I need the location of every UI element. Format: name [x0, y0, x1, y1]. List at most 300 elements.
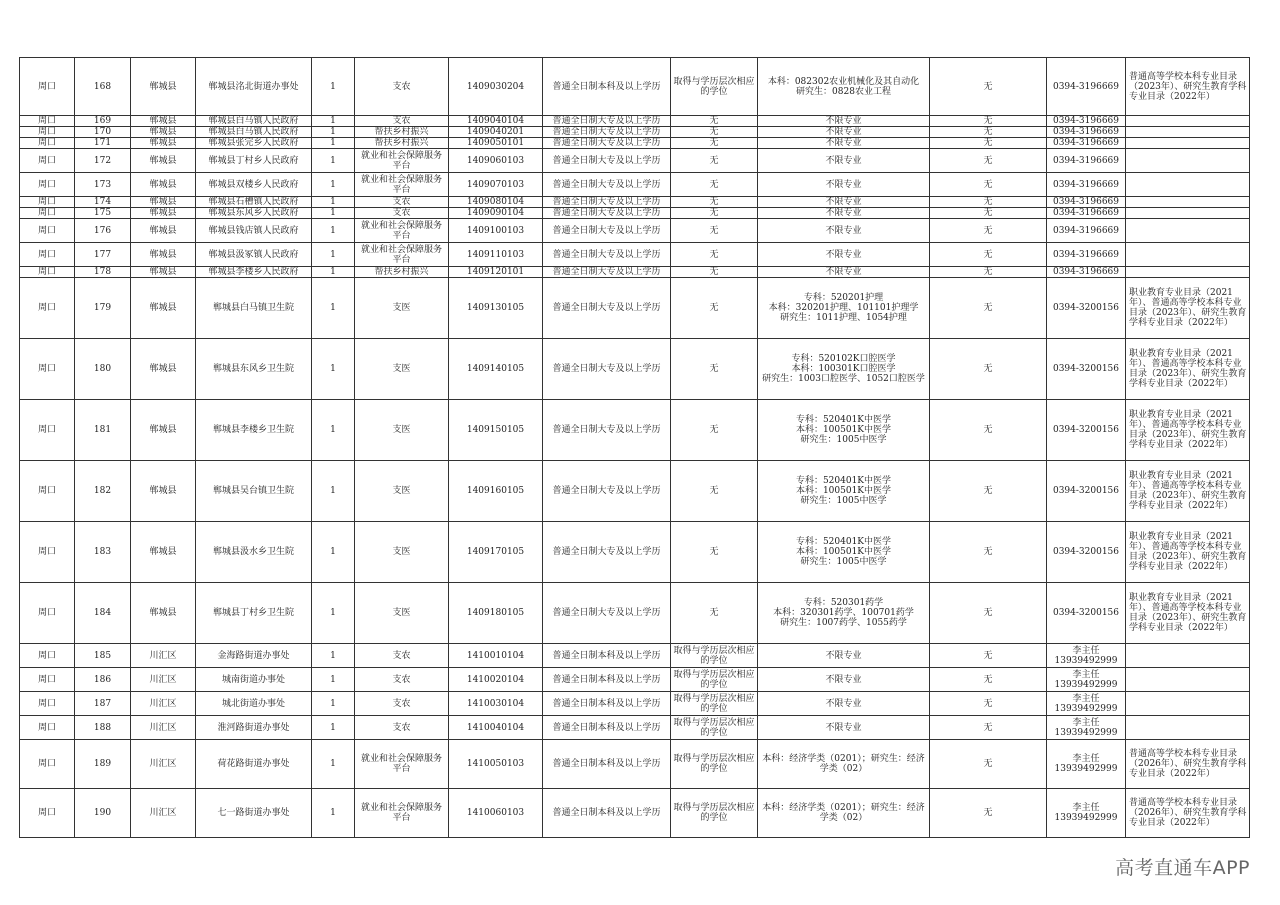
cell-education: 普通全日制大专及以上学历 — [543, 522, 671, 583]
cell-note — [1126, 149, 1250, 173]
cell-count: 1 — [312, 58, 355, 116]
table-row — [20, 740, 1250, 789]
cell-county: 郸城县 — [131, 138, 196, 149]
cell-index: 182 — [75, 461, 131, 522]
cell-unit: 城南街道办事处 — [196, 668, 312, 692]
cell-county: 郸城县 — [131, 149, 196, 173]
cell-index: 172 — [75, 149, 131, 173]
cell-post-code: 1410040104 — [449, 716, 543, 740]
cell-post-type: 就业和社会保障服务平台 — [355, 149, 449, 173]
cell-city: 周口 — [20, 138, 75, 149]
cell-count: 1 — [312, 208, 355, 219]
cell-county: 川汇区 — [131, 789, 196, 838]
cell-major: 不限专业 — [758, 692, 930, 716]
watermark-text: 高考直通车APP — [1115, 857, 1250, 879]
cell-post-code: 1409040104 — [449, 116, 543, 127]
table-body — [20, 58, 1250, 838]
cell-index: 188 — [75, 716, 131, 740]
cell-note: 职业教育专业目录（2021年）、普通高等学校本科专业目录（2023年）、研究生教育学科专业目录（2022年） — [1126, 461, 1250, 522]
cell-index: 173 — [75, 173, 131, 197]
cell-county: 郸城县 — [131, 243, 196, 267]
cell-other-requirement: 无 — [930, 138, 1047, 149]
cell-unit: 郸城县张完乡人民政府 — [196, 138, 312, 149]
cell-note — [1126, 127, 1250, 138]
cell-major: 不限专业 — [758, 644, 930, 668]
cell-contact: 李主任 13939492999 — [1047, 668, 1126, 692]
cell-note: 普通高等学校本科专业目录（2026年）、研究生教育学科专业目录（2022年） — [1126, 740, 1250, 789]
cell-index: 178 — [75, 267, 131, 278]
cell-city: 周口 — [20, 339, 75, 400]
cell-degree: 无 — [671, 197, 758, 208]
cell-unit: 郸城县东风乡人民政府 — [196, 208, 312, 219]
cell-note: 职业教育专业目录（2021年）、普通高等学校本科专业目录（2023年）、研究生教育学科专业目录（2022年） — [1126, 339, 1250, 400]
cell-note — [1126, 692, 1250, 716]
cell-unit: 郸城县汲水乡卫生院 — [196, 522, 312, 583]
cell-note — [1126, 197, 1250, 208]
cell-post-type: 支农 — [355, 197, 449, 208]
cell-city: 周口 — [20, 668, 75, 692]
cell-post-type: 支医 — [355, 583, 449, 644]
cell-major: 不限专业 — [758, 149, 930, 173]
cell-contact: 0394-3196669 — [1047, 208, 1126, 219]
cell-count: 1 — [312, 278, 355, 339]
cell-education: 普通全日制大专及以上学历 — [543, 583, 671, 644]
cell-count: 1 — [312, 400, 355, 461]
cell-contact: 0394-3200156 — [1047, 522, 1126, 583]
cell-unit: 七一路街道办事处 — [196, 789, 312, 838]
table-row — [20, 197, 1250, 208]
cell-post-code: 1410050103 — [449, 740, 543, 789]
cell-other-requirement: 无 — [930, 789, 1047, 838]
cell-education: 普通全日制大专及以上学历 — [543, 197, 671, 208]
cell-degree: 无 — [671, 522, 758, 583]
cell-city: 周口 — [20, 522, 75, 583]
cell-education: 普通全日制大专及以上学历 — [543, 127, 671, 138]
cell-post-type: 就业和社会保障服务平台 — [355, 740, 449, 789]
cell-post-code: 1409090104 — [449, 208, 543, 219]
cell-post-type: 就业和社会保障服务平台 — [355, 219, 449, 243]
cell-major: 不限专业 — [758, 197, 930, 208]
cell-other-requirement: 无 — [930, 127, 1047, 138]
cell-education: 普通全日制大专及以上学历 — [543, 208, 671, 219]
cell-post-code: 1409100103 — [449, 219, 543, 243]
cell-major: 专科：520301药学 本科：320301药学、100701药学 研究生：1007药学、1055药学 — [758, 583, 930, 644]
cell-note — [1126, 138, 1250, 149]
cell-education: 普通全日制大专及以上学历 — [543, 400, 671, 461]
table-row — [20, 668, 1250, 692]
cell-degree: 无 — [671, 208, 758, 219]
cell-index: 177 — [75, 243, 131, 267]
cell-county: 川汇区 — [131, 692, 196, 716]
cell-index: 171 — [75, 138, 131, 149]
cell-education: 普通全日制本科及以上学历 — [543, 716, 671, 740]
cell-unit: 郸城县钱店镇人民政府 — [196, 219, 312, 243]
cell-city: 周口 — [20, 219, 75, 243]
table-row — [20, 789, 1250, 838]
cell-major: 本科：经济学类（0201）；研究生：经济学类（02） — [758, 789, 930, 838]
cell-post-type: 帮扶乡村振兴 — [355, 138, 449, 149]
cell-city: 周口 — [20, 400, 75, 461]
cell-index: 181 — [75, 400, 131, 461]
cell-unit: 郸城县白马镇人民政府 — [196, 116, 312, 127]
cell-city: 周口 — [20, 58, 75, 116]
cell-other-requirement: 无 — [930, 278, 1047, 339]
cell-post-code: 1409120101 — [449, 267, 543, 278]
cell-major: 不限专业 — [758, 716, 930, 740]
cell-note — [1126, 716, 1250, 740]
cell-post-type: 支医 — [355, 278, 449, 339]
cell-city: 周口 — [20, 149, 75, 173]
cell-major: 不限专业 — [758, 208, 930, 219]
cell-post-type: 就业和社会保障服务平台 — [355, 789, 449, 838]
cell-other-requirement: 无 — [930, 149, 1047, 173]
cell-education: 普通全日制大专及以上学历 — [543, 138, 671, 149]
cell-degree: 无 — [671, 173, 758, 197]
cell-education: 普通全日制大专及以上学历 — [543, 278, 671, 339]
table-row — [20, 149, 1250, 173]
cell-other-requirement: 无 — [930, 58, 1047, 116]
cell-degree: 取得与学历层次相应的学位 — [671, 740, 758, 789]
cell-contact: 李主任 13939492999 — [1047, 789, 1126, 838]
cell-other-requirement: 无 — [930, 716, 1047, 740]
cell-post-type: 支医 — [355, 339, 449, 400]
cell-index: 179 — [75, 278, 131, 339]
cell-degree: 无 — [671, 127, 758, 138]
cell-note: 普通高等学校本科专业目录（2026年）、研究生教育学科专业目录（2022年） — [1126, 789, 1250, 838]
cell-index: 187 — [75, 692, 131, 716]
cell-other-requirement: 无 — [930, 219, 1047, 243]
cell-contact: 李主任 13939492999 — [1047, 692, 1126, 716]
cell-county: 郸城县 — [131, 197, 196, 208]
cell-contact: 0394-3200156 — [1047, 339, 1126, 400]
cell-other-requirement: 无 — [930, 243, 1047, 267]
cell-post-type: 支农 — [355, 692, 449, 716]
cell-city: 周口 — [20, 461, 75, 522]
cell-post-type: 支农 — [355, 716, 449, 740]
cell-other-requirement: 无 — [930, 583, 1047, 644]
cell-other-requirement: 无 — [930, 740, 1047, 789]
table-row — [20, 522, 1250, 583]
cell-degree: 无 — [671, 116, 758, 127]
cell-degree: 取得与学历层次相应的学位 — [671, 716, 758, 740]
cell-count: 1 — [312, 267, 355, 278]
table-row — [20, 716, 1250, 740]
cell-contact: 0394-3196669 — [1047, 138, 1126, 149]
cell-unit: 城北街道办事处 — [196, 692, 312, 716]
cell-post-code: 1409030204 — [449, 58, 543, 116]
cell-count: 1 — [312, 583, 355, 644]
cell-note: 职业教育专业目录（2021年）、普通高等学校本科专业目录（2023年）、研究生教育学科专业目录（2022年） — [1126, 278, 1250, 339]
cell-major: 专科：520401K中医学 本科：100501K中医学 研究生：1005中医学 — [758, 522, 930, 583]
cell-degree: 无 — [671, 583, 758, 644]
cell-note — [1126, 173, 1250, 197]
cell-note — [1126, 267, 1250, 278]
cell-unit: 郸城县石槽镇人民政府 — [196, 197, 312, 208]
cell-major: 本科：082302农业机械化及其自动化 研究生：0828农业工程 — [758, 58, 930, 116]
cell-other-requirement: 无 — [930, 173, 1047, 197]
cell-contact: 0394-3196669 — [1047, 127, 1126, 138]
cell-degree: 无 — [671, 219, 758, 243]
table-row — [20, 116, 1250, 127]
table-row — [20, 400, 1250, 461]
cell-contact: 0394-3196669 — [1047, 116, 1126, 127]
cell-count: 1 — [312, 116, 355, 127]
cell-county: 郸城县 — [131, 267, 196, 278]
cell-post-code: 1410010104 — [449, 644, 543, 668]
cell-note: 职业教育专业目录（2021年）、普通高等学校本科专业目录（2023年）、研究生教育学科专业目录（2022年） — [1126, 400, 1250, 461]
cell-degree: 无 — [671, 278, 758, 339]
cell-education: 普通全日制本科及以上学历 — [543, 668, 671, 692]
cell-index: 176 — [75, 219, 131, 243]
cell-other-requirement: 无 — [930, 400, 1047, 461]
cell-contact: 李主任 13939492999 — [1047, 740, 1126, 789]
cell-index: 189 — [75, 740, 131, 789]
cell-count: 1 — [312, 522, 355, 583]
cell-city: 周口 — [20, 716, 75, 740]
cell-count: 1 — [312, 461, 355, 522]
cell-post-code: 1409110103 — [449, 243, 543, 267]
cell-other-requirement: 无 — [930, 208, 1047, 219]
cell-major: 本科：经济学类（0201）；研究生：经济学类（02） — [758, 740, 930, 789]
cell-count: 1 — [312, 173, 355, 197]
table-row — [20, 278, 1250, 339]
cell-other-requirement: 无 — [930, 116, 1047, 127]
cell-index: 184 — [75, 583, 131, 644]
cell-major: 专科：520201护理 本科：320201护理、101101护理学 研究生：1011护理、1054护理 — [758, 278, 930, 339]
cell-degree: 取得与学历层次相应的学位 — [671, 789, 758, 838]
cell-count: 1 — [312, 716, 355, 740]
cell-post-code: 1409180105 — [449, 583, 543, 644]
cell-degree: 无 — [671, 461, 758, 522]
cell-city: 周口 — [20, 789, 75, 838]
cell-education: 普通全日制大专及以上学历 — [543, 243, 671, 267]
cell-degree: 取得与学历层次相应的学位 — [671, 692, 758, 716]
cell-other-requirement: 无 — [930, 339, 1047, 400]
cell-city: 周口 — [20, 116, 75, 127]
cell-post-code: 1409140105 — [449, 339, 543, 400]
cell-county: 川汇区 — [131, 716, 196, 740]
cell-other-requirement: 无 — [930, 644, 1047, 668]
table-row — [20, 339, 1250, 400]
cell-education: 普通全日制大专及以上学历 — [543, 267, 671, 278]
cell-post-code: 1409050101 — [449, 138, 543, 149]
cell-post-code: 1409040201 — [449, 127, 543, 138]
cell-major: 不限专业 — [758, 116, 930, 127]
cell-unit: 郸城县李楼乡人民政府 — [196, 267, 312, 278]
cell-contact: 0394-3196669 — [1047, 149, 1126, 173]
table-row — [20, 173, 1250, 197]
cell-post-code: 1409160105 — [449, 461, 543, 522]
cell-contact: 0394-3196669 — [1047, 173, 1126, 197]
cell-unit: 郸城县汲冢镇人民政府 — [196, 243, 312, 267]
cell-note — [1126, 219, 1250, 243]
cell-contact: 李主任 13939492999 — [1047, 644, 1126, 668]
cell-county: 郸城县 — [131, 219, 196, 243]
cell-county: 郸城县 — [131, 208, 196, 219]
cell-degree: 取得与学历层次相应的学位 — [671, 58, 758, 116]
cell-education: 普通全日制本科及以上学历 — [543, 789, 671, 838]
cell-post-code: 1409080104 — [449, 197, 543, 208]
cell-index: 169 — [75, 116, 131, 127]
cell-education: 普通全日制大专及以上学历 — [543, 173, 671, 197]
cell-unit: 郸城县李楼乡卫生院 — [196, 400, 312, 461]
cell-post-type: 支医 — [355, 461, 449, 522]
table-row — [20, 208, 1250, 219]
cell-contact: 0394-3196669 — [1047, 197, 1126, 208]
cell-index: 180 — [75, 339, 131, 400]
cell-other-requirement: 无 — [930, 267, 1047, 278]
cell-post-code: 1409070103 — [449, 173, 543, 197]
cell-other-requirement: 无 — [930, 668, 1047, 692]
cell-post-type: 支医 — [355, 400, 449, 461]
cell-contact: 0394-3200156 — [1047, 400, 1126, 461]
cell-note: 普通高等学校本科专业目录（2023年）、研究生教育学科专业目录（2022年） — [1126, 58, 1250, 116]
cell-unit: 郸城县双楼乡人民政府 — [196, 173, 312, 197]
cell-county: 川汇区 — [131, 668, 196, 692]
cell-count: 1 — [312, 644, 355, 668]
cell-post-code: 1409150105 — [449, 400, 543, 461]
cell-post-type: 支医 — [355, 522, 449, 583]
cell-note — [1126, 116, 1250, 127]
cell-major: 专科：520102K口腔医学 本科：100301K口腔医学 研究生：1003口腔医学、1052口腔医学 — [758, 339, 930, 400]
table-row — [20, 219, 1250, 243]
cell-education: 普通全日制大专及以上学历 — [543, 116, 671, 127]
cell-city: 周口 — [20, 740, 75, 789]
cell-unit: 郸城县丁村乡人民政府 — [196, 149, 312, 173]
cell-unit: 郸城县白马镇人民政府 — [196, 127, 312, 138]
cell-unit: 金海路街道办事处 — [196, 644, 312, 668]
cell-city: 周口 — [20, 644, 75, 668]
cell-major: 不限专业 — [758, 668, 930, 692]
cell-post-type: 支农 — [355, 116, 449, 127]
cell-count: 1 — [312, 138, 355, 149]
cell-education: 普通全日制大专及以上学历 — [543, 461, 671, 522]
cell-education: 普通全日制本科及以上学历 — [543, 740, 671, 789]
cell-degree: 无 — [671, 267, 758, 278]
cell-count: 1 — [312, 668, 355, 692]
cell-education: 普通全日制本科及以上学历 — [543, 692, 671, 716]
cell-contact: 0394-3200156 — [1047, 461, 1126, 522]
cell-city: 周口 — [20, 208, 75, 219]
cell-contact: 0394-3200156 — [1047, 278, 1126, 339]
cell-index: 190 — [75, 789, 131, 838]
cell-degree: 无 — [671, 400, 758, 461]
cell-contact: 0394-3196669 — [1047, 58, 1126, 116]
cell-post-type: 就业和社会保障服务平台 — [355, 243, 449, 267]
recruitment-table — [19, 57, 1250, 838]
cell-post-type: 支农 — [355, 644, 449, 668]
cell-education: 普通全日制本科及以上学历 — [543, 58, 671, 116]
cell-major: 专科：520401K中医学 本科：100501K中医学 研究生：1005中医学 — [758, 461, 930, 522]
cell-count: 1 — [312, 692, 355, 716]
cell-county: 郸城县 — [131, 583, 196, 644]
cell-county: 郸城县 — [131, 116, 196, 127]
cell-post-code: 1409130105 — [449, 278, 543, 339]
cell-note: 职业教育专业目录（2021年）、普通高等学校本科专业目录（2023年）、研究生教育学科专业目录（2022年） — [1126, 583, 1250, 644]
cell-degree: 无 — [671, 339, 758, 400]
cell-index: 170 — [75, 127, 131, 138]
cell-contact: 0394-3196669 — [1047, 219, 1126, 243]
cell-other-requirement: 无 — [930, 197, 1047, 208]
cell-education: 普通全日制大专及以上学历 — [543, 219, 671, 243]
cell-degree: 无 — [671, 243, 758, 267]
cell-county: 川汇区 — [131, 644, 196, 668]
cell-degree: 取得与学历层次相应的学位 — [671, 644, 758, 668]
table-row — [20, 644, 1250, 668]
cell-post-type: 帮扶乡村振兴 — [355, 267, 449, 278]
cell-county: 郸城县 — [131, 58, 196, 116]
cell-post-code: 1410060103 — [449, 789, 543, 838]
cell-county: 郸城县 — [131, 461, 196, 522]
table-row — [20, 58, 1250, 116]
cell-county: 郸城县 — [131, 522, 196, 583]
cell-post-type: 支农 — [355, 58, 449, 116]
cell-count: 1 — [312, 219, 355, 243]
cell-post-type: 支农 — [355, 208, 449, 219]
cell-major: 不限专业 — [758, 138, 930, 149]
table-row — [20, 692, 1250, 716]
cell-count: 1 — [312, 197, 355, 208]
cell-note — [1126, 668, 1250, 692]
cell-major: 不限专业 — [758, 243, 930, 267]
cell-county: 郸城县 — [131, 400, 196, 461]
cell-county: 郸城县 — [131, 278, 196, 339]
cell-unit: 郸城县吴台镇卫生院 — [196, 461, 312, 522]
cell-count: 1 — [312, 127, 355, 138]
cell-major: 不限专业 — [758, 267, 930, 278]
cell-degree: 取得与学历层次相应的学位 — [671, 668, 758, 692]
cell-city: 周口 — [20, 692, 75, 716]
cell-major: 专科：520401K中医学 本科：100501K中医学 研究生：1005中医学 — [758, 400, 930, 461]
cell-county: 川汇区 — [131, 740, 196, 789]
cell-city: 周口 — [20, 583, 75, 644]
cell-post-code: 1409060103 — [449, 149, 543, 173]
cell-education: 普通全日制本科及以上学历 — [543, 644, 671, 668]
table-row — [20, 583, 1250, 644]
cell-count: 1 — [312, 149, 355, 173]
cell-unit: 郸城县丁村乡卫生院 — [196, 583, 312, 644]
cell-education: 普通全日制大专及以上学历 — [543, 339, 671, 400]
cell-degree: 无 — [671, 138, 758, 149]
table-row — [20, 138, 1250, 149]
cell-count: 1 — [312, 243, 355, 267]
cell-index: 183 — [75, 522, 131, 583]
cell-unit: 郸城县洺北街道办事处 — [196, 58, 312, 116]
cell-other-requirement: 无 — [930, 461, 1047, 522]
cell-post-type: 支农 — [355, 668, 449, 692]
cell-unit: 郸城县白马镇卫生院 — [196, 278, 312, 339]
table-row — [20, 267, 1250, 278]
table-row — [20, 461, 1250, 522]
cell-note — [1126, 243, 1250, 267]
cell-major: 不限专业 — [758, 219, 930, 243]
cell-index: 174 — [75, 197, 131, 208]
cell-contact: 李主任 13939492999 — [1047, 716, 1126, 740]
cell-county: 郸城县 — [131, 339, 196, 400]
cell-post-type: 帮扶乡村振兴 — [355, 127, 449, 138]
cell-city: 周口 — [20, 243, 75, 267]
cell-note: 职业教育专业目录（2021年）、普通高等学校本科专业目录（2023年）、研究生教育学科专业目录（2022年） — [1126, 522, 1250, 583]
table-row — [20, 127, 1250, 138]
cell-city: 周口 — [20, 278, 75, 339]
cell-unit: 荷花路街道办事处 — [196, 740, 312, 789]
cell-degree: 无 — [671, 149, 758, 173]
cell-count: 1 — [312, 339, 355, 400]
cell-post-code: 1410020104 — [449, 668, 543, 692]
cell-major: 不限专业 — [758, 173, 930, 197]
cell-count: 1 — [312, 740, 355, 789]
cell-city: 周口 — [20, 267, 75, 278]
